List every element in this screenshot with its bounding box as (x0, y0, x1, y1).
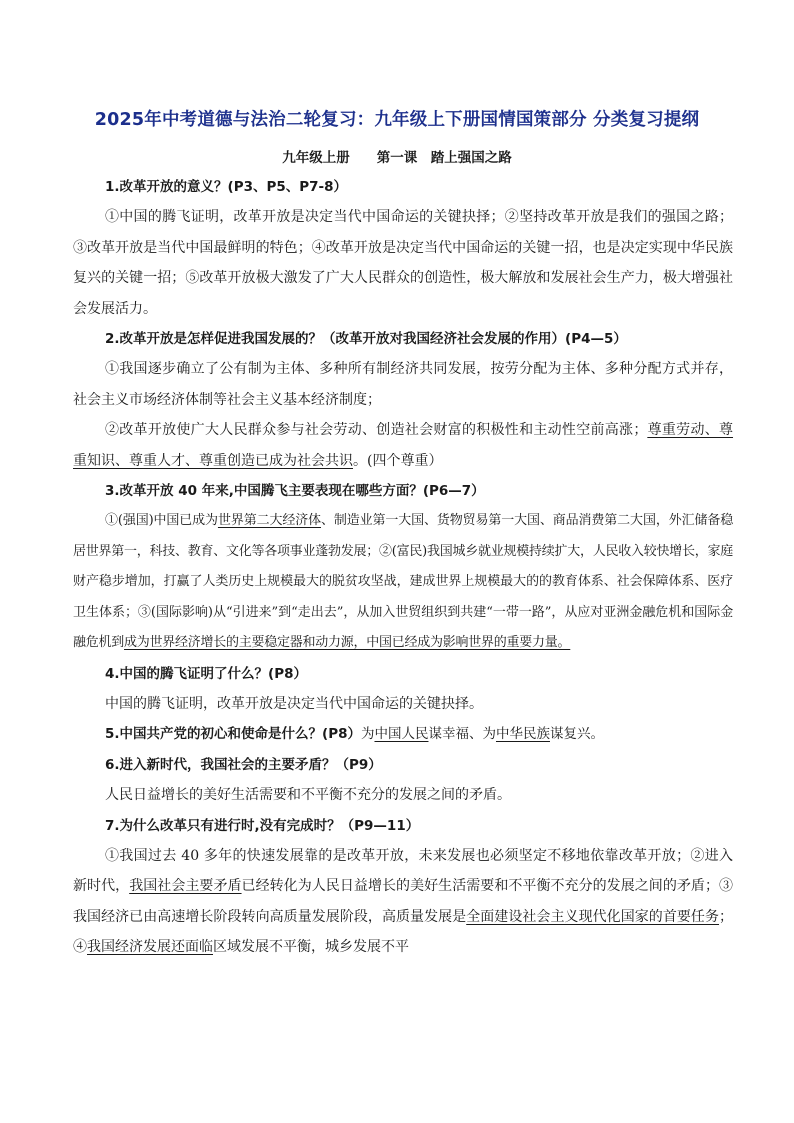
answer-paragraph (73, 841, 733, 963)
answer-paragraph (73, 506, 733, 658)
answer-paragraph (73, 689, 733, 719)
answer-text: 为 (360, 726, 375, 743)
answer-text: ②改革开放使广大人民群众参与社会劳动、创造社会财富的积极性和主动性空前高涨； (105, 422, 648, 439)
document-title: 2025年中考道德与法治二轮复习：九年级上下册国情国策部分 分类复习提纲 (94, 110, 700, 130)
key-point-underlined: 中国人民 (374, 726, 429, 743)
answer-text: 中国的腾飞证明，改革开放是决定当代中国命运的关键抉择。 (105, 695, 483, 712)
answer-text: ①中国的腾飞证明，改革开放是决定当代中国命运的关键抉择；②坚持改革开放是我们的强国之路；③改革开放是当代中国最鲜明的特色；④改革开放是决定当代中国命运的关键一招，也是决定实现中华民族复兴的关键一招；⑤改革开放极大激发了广大人民群众的创造性，极大解放和发展社会生产力，极大增强社会发展活力。 (73, 209, 733, 317)
key-point-underlined: 成为世界经济增长的主要稳定器和动力源，中国已经成为影响世界的重要力量。 (124, 635, 571, 651)
question-text: 5.中国共产党的初心和使命是什么？(P8） (105, 726, 361, 743)
key-point-underlined: 我国经济发展还面临 (87, 939, 213, 956)
key-point-underlined: 世界第二大经济体 (217, 513, 321, 529)
answer-text: ①我国逐步确立了公有制为主体、多种所有制经济共同发展，按劳分配为主体、多种分配方式并存，社会主义市场经济体制等社会主义基本经济制度； (73, 361, 733, 408)
answer-text: 已经转化为人民日益增长的美好生活需要和不平衡不充分的发展之间的矛盾；③我国经济已由高速增长阶段转向高质量发展阶段，高质量发展是 (73, 878, 734, 925)
answer-text: 谋复兴。 (549, 726, 604, 743)
answer-text: 。(四个尊重） (353, 452, 443, 469)
answer-text: 区域发展不平衡，城乡发展不平 (213, 939, 409, 956)
answer-paragraph (73, 202, 733, 324)
answer-text: 、制造业第一大国、货物贸易第一大国、商品消费第二大国，外汇储备稳居世界第一，科技、教育、文化等各项事业蓬勃发展；②(富民)我国城乡就业规模持续扩大，人民收入较快增长，家庭财产稳步增加，打赢了人类历史上规模最大的脱贫攻坚战，建成世界上规模最大的的教育体系、社会保障体系、医疗卫生体系；③(国际影响)从“引进来”到“走出去”，从加入世贸组织到共建“一带一路”，从应对亚洲金融危机和国际金融危机到 (73, 513, 733, 651)
key-point-underlined: 全面建设社会主义现代化国家的首要任务 (466, 908, 720, 925)
answer-paragraph (73, 415, 733, 476)
question-heading: 2.改革开放是怎样促进我国发展的？（改革开放对我国经济社会发展的作用）(P4—5） (105, 331, 627, 348)
question-heading: 6.进入新时代，我国社会的主要矛盾？（P9） (105, 756, 382, 773)
question-heading: 1.改革开放的意义？(P3、P5、P7-8） (105, 179, 348, 195)
key-point-underlined: 中华民族 (495, 726, 550, 743)
key-point-underlined: 我国社会主要矛盾 (129, 878, 242, 895)
question-heading (73, 719, 733, 749)
question-heading: 7.为什么改革只有进行时,没有完成时？（P9—11） (105, 817, 420, 834)
answer-paragraph (73, 780, 733, 810)
question-heading: 3.改革开放 40 年来,中国腾飞主要表现在哪些方面？(P6—7） (105, 483, 485, 500)
answer-text: ①我国过去 40 多年的快速发展靠的是改革开放，未来发展也必须坚定不移地依靠改革开放；②进入新时代， (73, 847, 733, 895)
answer-text: ；④ (73, 908, 734, 956)
outline-body (73, 172, 733, 963)
key-point-underlined: 尊重劳动、尊重知识、尊重人才、尊重创造已成为社会共识 (73, 422, 734, 469)
answer-text: 谋幸福、为 (428, 726, 496, 743)
document-subtitle: 九年级上册 第一课 踏上强国之路 (282, 150, 512, 166)
question-heading: 4.中国的腾飞证明了什么？(P8） (105, 665, 307, 682)
answer-text: 人民日益增长的美好生活需要和不平衡不充分的发展之间的矛盾。 (105, 787, 511, 804)
answer-text: ①(强国)中国已成为 (105, 513, 218, 529)
answer-paragraph (73, 354, 733, 415)
